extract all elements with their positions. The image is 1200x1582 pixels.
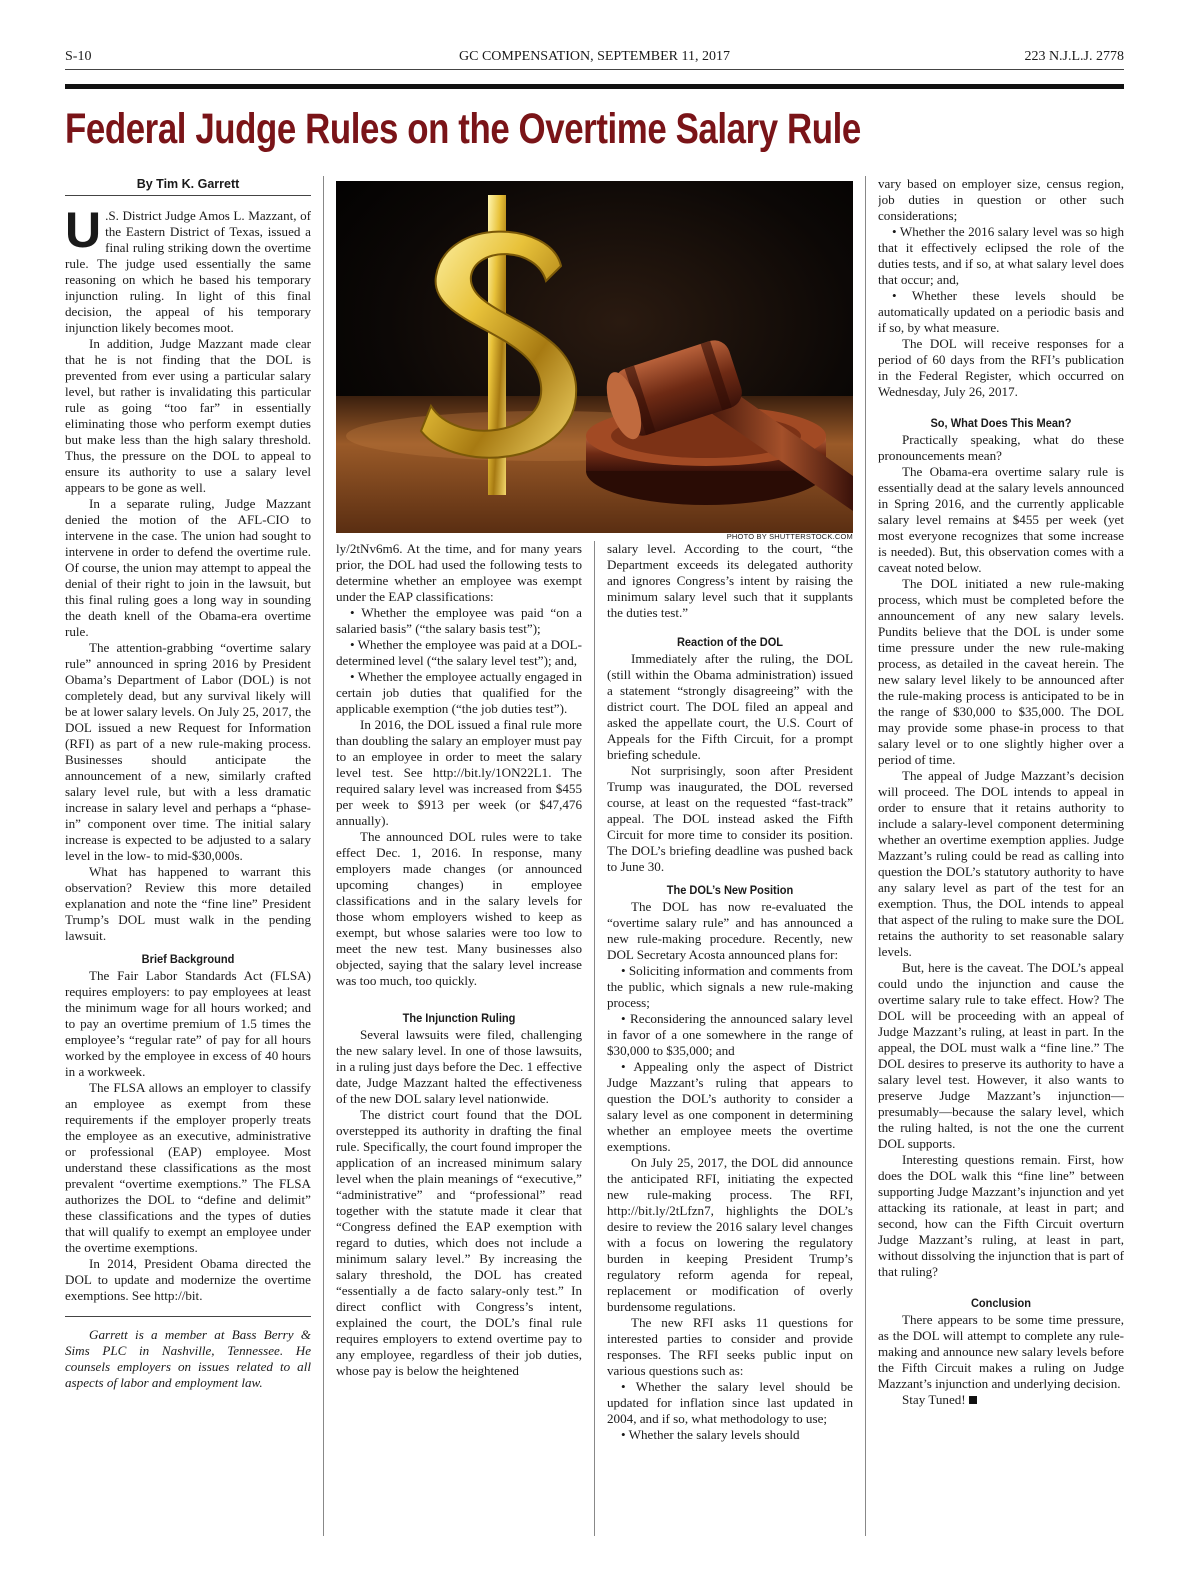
paragraph: On July 25, 2017, the DOL did announce the anticipated RFI, initiating the expected new rule-making process. The RFI, http://bit.ly/2tLfzn7, highlights the DOL’s desire to review the 2016 salary level changes with a focus on lowering the regulatory burden in keeping President Trump’s regulatory reform agenda for repeal, replacement or modification of overly burdensome regulations. [607, 1155, 853, 1314]
paragraph: The Fair Labor Standards Act (FLSA) requires employers: to pay employees at least the minimum wage for all hours worked; and to pay an overtime premium of 1.5 times the employee’s “regular rate” of pay for all hours worked by the employee in excess of 40 hours in a workweek. [65, 968, 311, 1079]
lead-paragraph: U .S. District Judge Amos L. Mazzant, of the Eastern District of Texas, issued a final ruling striking down the overtime rule. The judge used essentially the same reasoning on which he based his temporary injunction ruling. In light of this final decision, the appeal of his temporary injunction likely becomes moot. [65, 202, 311, 335]
bullet-item: • Whether the salary level should be updated for inflation since last updated in 2004, and if so, what methodology to use; [607, 1379, 853, 1426]
paragraph: In addition, Judge Mazzant made clear that he is not finding that the DOL is prevented from ever using a particular salary level, but rather is invalidating this particular rule as going “too far” in essentially eliminating those who perform exempt duties but make less than the high salary threshold. Thus, the pressure on the DOL to appeal to ensure its authority to use a salary level appears to be gone as well. [65, 336, 311, 495]
column-divider [594, 541, 595, 1536]
paragraph: In a separate ruling, Judge Mazzant denied the motion of the AFL-CIO to intervene in the case. The union had sought to intervene in order to defend the overtime rule. Of course, the union may attempt to appeal the denial of their right to join in the lawsuit, but this final ruling goes a long way in sounding the death knell of the Obama-era overtime rule. [65, 496, 311, 639]
column-divider [865, 176, 866, 1536]
column-divider [323, 176, 324, 1536]
author-bio: Garrett is a member at Bass Berry & Sims PLC in Nashville, Tennessee. He counsels employers on issues related to all aspects of labor and employment law. [65, 1316, 311, 1391]
paragraph: The DOL initiated a new rule-making process, which must be completed before the announcement of any new salary levels. Pundits believe that the DOL is under some time pressure under the new rule-making process, as detailed in the caveat herein. The new salary level likely to be announced after the rule-making process is anticipated to be in the range of $30,000 to $35,000. The DOL may provide some phase-in process to that salary level or to one slightly higher over a period of time. [878, 576, 1124, 767]
paragraph: The attention-grabbing “overtime salary rule” announced in spring 2016 by President Obama’s Department of Labor (DOL) is not completely dead, but any survival likely will be at lower salary levels. On July 25, 2017, the DOL issued a new Request for Information (RFI) as part of a new rule-making process. Businesses should anticipate the announcement of a new, similarly crafted salary level rule, but with a less dramatic increase in salary level and perhaps a “phase-in” component over time. The initial salary increase is expected to be adjusted to a salary level in the low- to mid-$30,000s. [65, 640, 311, 863]
article-column-3 [607, 541, 853, 1541]
bullet-item: • Appealing only the aspect of District Judge Mazzant’s ruling that appears to question the DOL’s authority to consider a salary level as one component in determining whether an employee meets the overtime exemptions. [607, 1059, 853, 1154]
paragraph [878, 1392, 1124, 1408]
section-heading: Brief Background [141, 952, 235, 966]
section-heading: The Injunction Ruling [402, 1011, 516, 1025]
section-heading: Reaction of the DOL [676, 635, 784, 649]
bullet-item: • Whether the employee actually engaged in certain job duties that qualified for the applicable exemption (“the job duties test”). [336, 669, 582, 716]
bullet-item: • Whether the employee was paid at a DOL-determined level (“the salary level test”); and, [336, 637, 582, 668]
bullet-item: • Whether the 2016 salary level was so high that it effectively eclipsed the role of the duties tests, and if so, at what salary level does that occur; and, [878, 224, 1124, 287]
section-heading: Conclusion [970, 1296, 1032, 1310]
paragraph: Interesting questions remain. First, how does the DOL walk this “fine line” between supporting Judge Mazzant’s injunction and yet attacking its rationale, at least in part; and second, how can the Fifth Circuit overturn Judge Mazzant’s ruling, at least in part, without dissolving the injunction that is part of that ruling? [878, 1152, 1124, 1279]
byline: By Tim K. Garrett [65, 176, 311, 196]
paragraph: But, here is the caveat. The DOL’s appeal could undo the injunction and cause the overtime salary rule to take effect. How? The DOL will be proceeding with an appeal of Judge Mazzant’s ruling, at least in part. In the appeal, the DOL must walk a “fine line.” The DOL desires to preserve its authority to have a salary level test. However, it also wants to preserve Judge Mazzant’s injunction—presumably—because the salary level, which the ruling halted, is not the one the current DOL supports. [878, 960, 1124, 1151]
article-column-1 [65, 176, 311, 1536]
article-headline: Federal Judge Rules on the Overtime Salary Rule [65, 105, 861, 153]
article-column-2 [336, 541, 582, 1541]
paragraph: Immediately after the ruling, the DOL (still within the Obama administration) issued a statement “strongly disagreeing” with the district court. The DOL filed an appeal and asked the appellate court, the U.S. Court of Appeals for the Fifth Circuit, for a prompt briefing schedule. [607, 651, 853, 762]
paragraph: The DOL has now re-evaluated the “overtime salary rule” and has announced a new rule-making procedure. Recently, new DOL Secretary Acosta announced plans for: [607, 899, 853, 962]
bullet-item: • Reconsidering the announced salary level in favor of a one somewhere in the range of $30,000 to $35,000; and [607, 1011, 853, 1058]
paragraph: What has happened to warrant this observation? Review this more detailed explanation and note the “fine line” President Trump’s DOL must walk in the pending lawsuit. [65, 864, 311, 943]
paragraph: The district court found that the DOL overstepped its authority in drafting the final rule. Specifically, the court found improper the application of an increased minimum salary level when the plain meanings of “executive,” “administrative” and “professional” read together with the statute made it clear that “Congress defined the EAP exemption with regard to duties, which does not include a minimum salary level.” By increasing the salary threshold, the DOL has created “essentially a de facto salary-only test.” In direct conflict with Congress’s intent, explained the court, the DOL’s final rule requires employers to extend overtime pay to any employee, regardless of their job duties, whose pay is below the heightened [336, 1107, 582, 1378]
paragraph: ly/2tNv6m6. At the time, and for many years prior, the DOL had used the following tests to determine whether an employee was exempt under the EAP classifications: [336, 541, 582, 604]
paragraph: In 2016, the DOL issued a final rule more than doubling the salary an employer must pay to an employee in order to meet the salary level test. See http://bit.ly/1ON22L1. The required salary level was increased from $455 per week to $913 per week (or $47,476 annually). [336, 717, 582, 828]
section-heading: So, What Does This Mean? [930, 416, 1072, 430]
header-rule [65, 84, 1124, 89]
bullet-item: • Whether these levels should be automatically updated on a periodic basis and if so, by what measure. [878, 288, 1124, 335]
paragraph: The FLSA allows an employer to classify an employee as exempt from these requirements if the employer properly treats the employee as an executive, administrative or professional (EAP) employee. Most understand these classifications as the most prevalent “overtime exemptions.” The FLSA authorizes the DOL to “define and delimit” these classifications and the types of duties that will qualify to exempt an employee under the overtime exemptions. [65, 1080, 311, 1255]
article-column-4 [878, 176, 1124, 1536]
photo-credit: PHOTO BY SHUTTERSTOCK.COM [726, 532, 853, 541]
paragraph: salary level. According to the court, “the Department exceeds its delegated authority and ignores Congress’s intent by raising the minimum salary level such that it supplants the duties test.” [607, 541, 853, 620]
paragraph: In 2014, President Obama directed the DOL to update and modernize the overtime exemptions. See http://bit. [65, 1256, 311, 1303]
article-photo [336, 181, 853, 533]
paragraph: The appeal of Judge Mazzant’s decision will proceed. The DOL intends to appeal in order to ensure that it retains authority to include a salary-level component determining whether an overtime exemption applies. Judge Mazzant’s ruling could be read as calling into question the DOL’s statutory authority to have any salary level as part of the test for an exemption. Thus, the DOL intends to appeal that aspect of the ruling to make sure the DOL retains the authority to set reasonable salary levels. [878, 768, 1124, 959]
bullet-item: • Whether the salary levels should [621, 1427, 800, 1442]
closing-line: Stay Tuned! [902, 1392, 966, 1407]
paragraph: The announced DOL rules were to take effect Dec. 1, 2016. In response, many employers made changes (or announced upcoming changes) in employee classifications and in the salary levels for those whom employers wished to keep as exempt, but whose salaries were too low to meet the new test. Many businesses also objected, saying that the salary level increase was too much, too quickly. [336, 829, 582, 988]
publication-line: GC COMPENSATION, SEPTEMBER 11, 2017 [459, 49, 730, 64]
end-mark-icon [969, 1396, 977, 1404]
paragraph: Not surprisingly, soon after President Trump was inaugurated, the DOL reversed course, at least on the requested “fast-track” appeal. The DOL instead asked the Fifth Circuit for more time to consider its position. The DOL’s briefing deadline was pushed back to June 30. [607, 763, 853, 874]
section-heading: The DOL’s New Position [666, 883, 794, 897]
bullet-item: • Whether the employee was paid “on a salaried basis” (“the salary basis test”); [336, 605, 582, 636]
paragraph: Practically speaking, what do these pronouncements mean? [878, 432, 1124, 463]
paragraph: The DOL will receive responses for a period of 60 days from the RFI’s publication in the Federal Register, which occurred on Wednesday, July 26, 2017. [878, 336, 1124, 399]
citation: 223 N.J.L.J. 2778 [1024, 49, 1124, 64]
paragraph: vary based on employer size, census region, job duties in question or other such considerations; [878, 176, 1124, 223]
paragraph: There appears to be some time pressure, as the DOL will attempt to complete any rule-making and announce new salary levels before the Fifth Circuit makes a ruling on Judge Mazzant’s injunction and underlying decision. [878, 1312, 1124, 1391]
page-number: S-10 [65, 49, 92, 64]
drop-cap: U [65, 202, 102, 258]
paragraph: Several lawsuits were filed, challenging the new salary level. In one of those lawsuits, in a ruling just days before the Dec. 1 effective date, Judge Mazzant halted the effectiveness of the new DOL salary level nationwide. [336, 1027, 582, 1106]
paragraph: The Obama-era overtime salary rule is essentially dead at the salary levels announced in Spring 2016, and the currently applicable salary level remains at $455 per week (yet most everyone recognizes that some increase is needed). But, this observation comes with a caveat noted below. [878, 464, 1124, 575]
paragraph: The new RFI asks 11 questions for interested parties to consider and provide responses. The RFI seeks public input on various questions such as: [607, 1315, 853, 1378]
running-header [65, 49, 1124, 70]
bullet-item: • Soliciting information and comments from the public, which signals a new rule-making process; [607, 963, 853, 1010]
